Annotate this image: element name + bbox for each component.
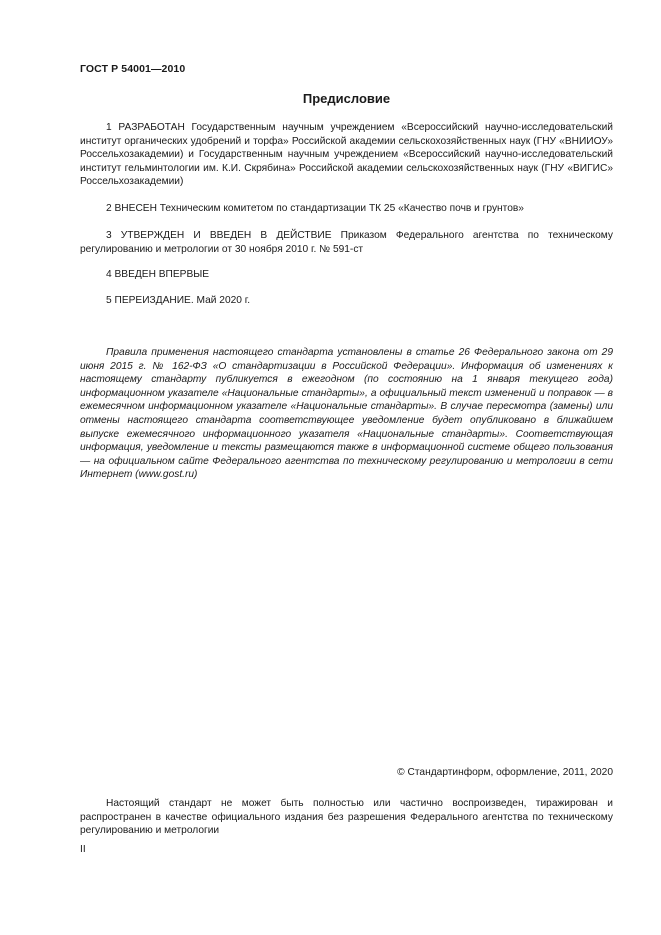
copyright-line: © Стандартинформ, оформление, 2011, 2020 [397,767,613,778]
preface-item-4: 4 ВВЕДЕН ВПЕРВЫЕ [106,269,210,280]
page-title: Предисловие [302,91,391,106]
preface-item-2: 2 ВНЕСЕН Техническим комитетом по стандартизации ТК 25 «Качество почв и грунтов» [106,203,524,214]
standard-rules-paragraph: Правила применения настоящего стандарта установлены в статье 26 Федерального закона от 29 июня 2015 г. № 162-ФЗ «О стандартизации в Российской Федерации». Информация об изменениях к настоящему стандарту публикуется в ежегодном (по состоянию на 1 января текущего года) информационном указателе «Национальные стандарты», а официальный текст изменений и поправок — в ежемесячном информационном указателе «Национальные стандарты». В случае пересмотра (замены) или отмены настоящего стандарта соответствующее уведомление будет опубликовано в ближайшем выпуске ежемесячного информационного указателя «Национальные стандарты». Соответствующая информация, уведомление и тексты размещаются также в информационной системе общего пользования — на официальном сайте Федерального агентства по техническому регулированию и метрологии в сети Интернет (www.gost.ru) [80,347,613,481]
preface-item-5: 5 ПЕРЕИЗДАНИЕ. Май 2020 г. [106,295,251,306]
reproduction-notice: Настоящий стандарт не может быть полностью или частично воспроизведен, тиражирован и распространен в качестве официального издания без разрешения Федерального агентства по техническому регулированию и метрологии [80,798,613,837]
preface-item-1: 1 РАЗРАБОТАН Государственным научным учреждением «Всероссийский научно-исследовательский институт органических удобрений и торфа» Российской академии сельскохозяйственных наук (ГНУ «ВНИИОУ» Россельхозакадемии) и Государственным научным учреждением «Всероссийский научно-исследовательский институт гельминтологии им. К.И. Скрябина» Российской академии сельскохозяйственных наук (ГНУ «ВИГИС» Россельхозакадемии) [80,122,613,188]
document-code-header: ГОСТ Р 54001—2010 [80,63,186,75]
page-number: II [80,844,86,855]
preface-item-3: 3 УТВЕРЖДЕН И ВВЕДЕН В ДЕЙСТВИЕ Приказом Федерального агентства по техническому регулированию и метрологии от 30 ноября 2010 г. № 591-ст [80,230,613,255]
